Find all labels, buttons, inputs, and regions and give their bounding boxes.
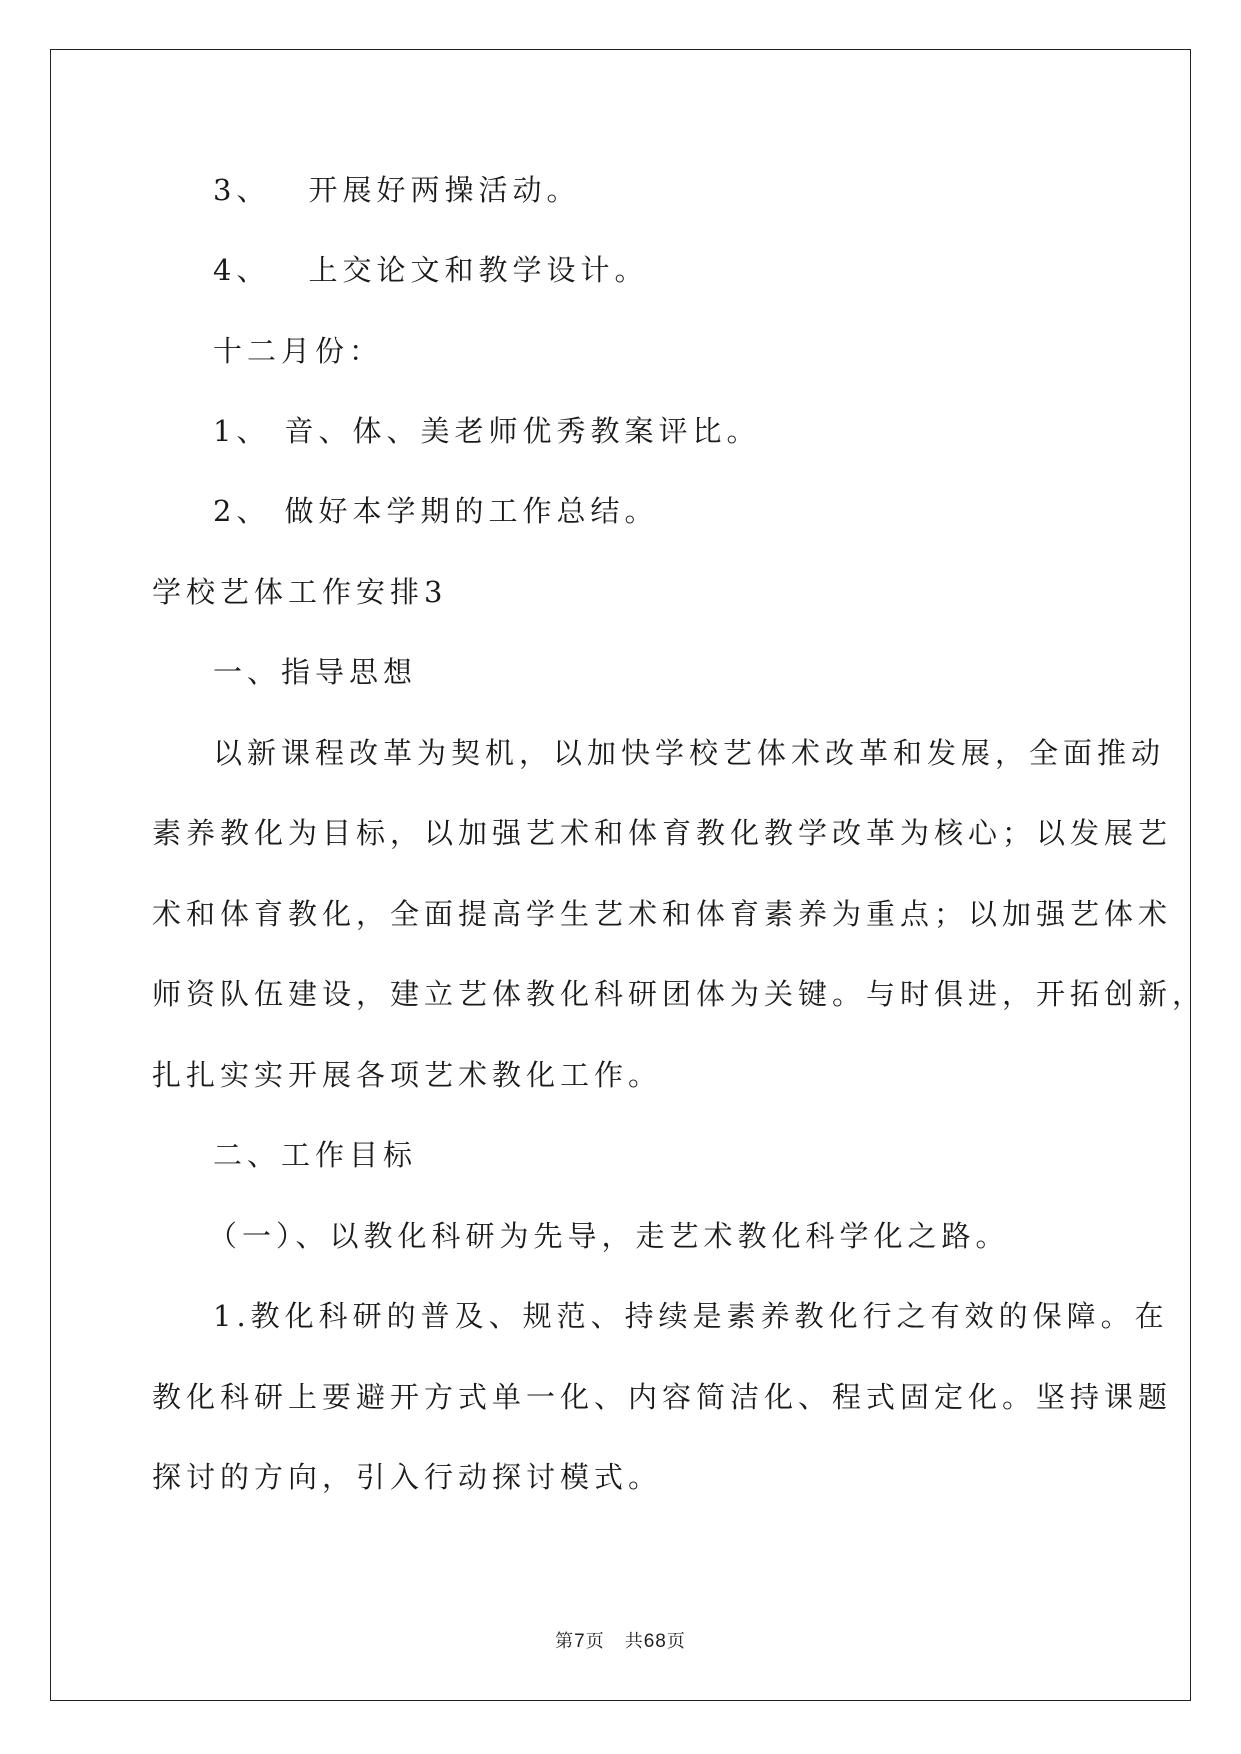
- list-text: 上交论文和教学设计。: [308, 253, 649, 287]
- subsection-heading: （一）、以教化科研为先导，走艺术教化科学化之路。: [208, 1219, 1010, 1253]
- paragraph-line: 扎扎实实开展各项艺术教化工作。: [152, 1058, 663, 1092]
- section-heading-guiding-thought: 一、指导思想: [213, 655, 418, 689]
- footer-suffix: 页: [666, 1631, 686, 1652]
- section-heading-work-goals: 二、工作目标: [213, 1138, 418, 1172]
- paragraph-line: 教化科研上要避开方式单一化、内容简洁化、程式固定化。坚持课题: [152, 1380, 1173, 1414]
- page-footer: [0, 1630, 1241, 1654]
- list-text: 音、体、美老师优秀教案评比。: [284, 414, 761, 448]
- list-number: 4、: [213, 253, 271, 287]
- paragraph-line: 术和体育教化，全面提高学生艺术和体育素养为重点；以加强艺体术: [152, 897, 1173, 931]
- current-page-number: 7: [574, 1631, 586, 1652]
- list-text: 做好本学期的工作总结。: [284, 494, 659, 528]
- list-text: 开展好两操活动。: [308, 173, 581, 207]
- list-number: 2、: [213, 494, 271, 528]
- page-border: [50, 49, 1191, 1701]
- paragraph-line: 素养教化为目标，以加强艺术和体育教化教学改革为核心；以发展艺: [152, 816, 1173, 850]
- document-title: 学校艺体工作安排3: [152, 575, 448, 609]
- total-page-count: 68: [643, 1631, 667, 1652]
- list-number: 3、: [213, 173, 271, 207]
- footer-page-label: 页: [585, 1631, 605, 1652]
- paragraph-line: 师资队伍建设，建立艺体教化科研团体为关键。与时俱进，开拓创新，: [152, 977, 1207, 1011]
- footer-prefix: 第: [555, 1631, 575, 1652]
- list-item-4: [213, 250, 648, 290]
- list-item-1: [213, 411, 760, 451]
- paragraph-line: 1.教化科研的普及、规范、持续是素养教化行之有效的保障。在: [213, 1299, 1169, 1333]
- paragraph-line: 以新课程改革为契机，以加快学校艺体术改革和发展，全面推动: [213, 736, 1166, 770]
- paragraph-line: 探讨的方向，引入行动探讨模式。: [152, 1460, 663, 1494]
- list-item-3: [213, 170, 580, 210]
- section-heading-december: 十二月份：: [213, 334, 384, 368]
- footer-total-prefix: 共: [624, 1631, 644, 1652]
- list-item-2: [213, 491, 658, 531]
- list-number: 1、: [213, 414, 271, 448]
